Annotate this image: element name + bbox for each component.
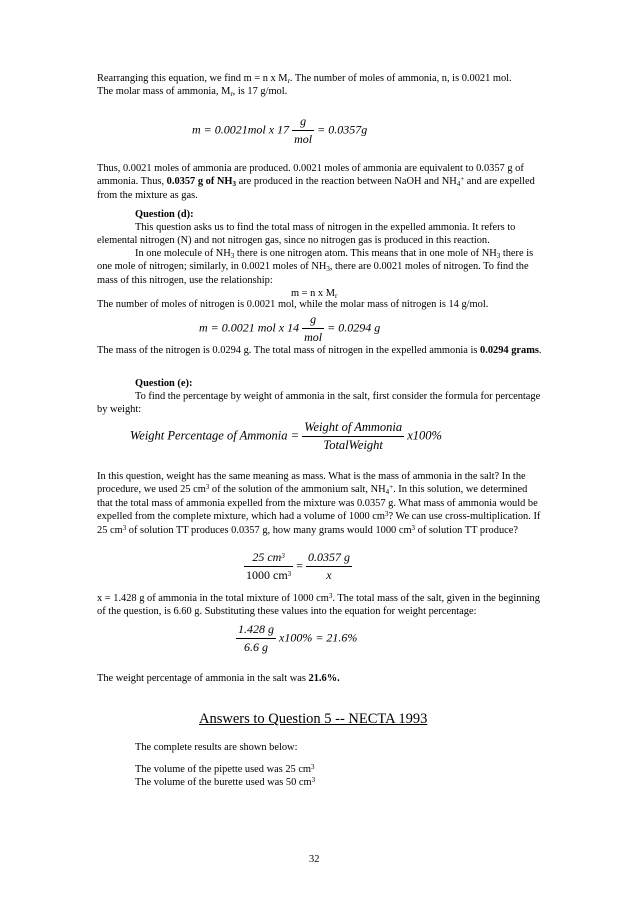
relationship-formula: m = n x $M_r$ — [291, 288, 338, 300]
paragraph-rearranging: Rearranging this equation, we find m = n x $M_r$. The number of moles of ammonia, n, is 0.0021 mol. The molar mass of ammonia, $M_r$, is 17 g/mol. — [97, 73, 512, 99]
equation-weight-percentage: Weight Percentage of Ammonia = $\frac{\text{Weight of Ammonia}}{\text{TotalWeight}}$ x100% — [130, 420, 442, 452]
fraction-g-per-mol: $\frac{g}{\text{mol}}$ — [294, 114, 313, 146]
section-heading: Answers to Question 5 -- NECTA 1993 — [199, 711, 428, 727]
question-d-paragraph-2: In one molecule of $NH_3$ there is one nitrogen atom. This means that in one mole of $NH_3$ there is one mole of nitrogen; similarly, in 0.0021 moles of $NH_3$, there are 0.0021 moles of nitrogen. To find the mass of this nitrogen, use the relationship: — [97, 248, 534, 286]
fraction-volume-ratio: $\frac{25 cm^3}{1000 cm^3}$ — [246, 550, 292, 582]
question-d-paragraph-3: The number of moles of nitrogen is 0.0021 mol, while the molar mass of nitrogen is 14 g/mol. — [97, 299, 489, 310]
answers-intro: The complete results are shown below: — [135, 742, 298, 753]
fraction-mass-ratio: $\frac{0.0357 g}{x}$ — [307, 550, 350, 582]
fraction-g-per-mol-2: $\frac{g}{\text{mol}}$ — [304, 312, 323, 344]
question-e-paragraph-2: In this question, weight has the same meaning as mass. What is the mass of ammonia in the salt? In the procedure, we used 25 $cm^3$ of the solution of the ammonium salt, $NH_4^+$. In this solution, we determined that the total mass of ammonia expelled from the mixture was 0.0357 g. What mass of ammonia would be expelled from the complete mixture, which had a volume of 1000 $cm^3$? We can use cross-multiplication. If 25 $cm^3$ of solution TT produces 0.0357 g, how many grams would 1000 $cm^3$ of solution TT produce? — [97, 471, 541, 536]
page-number: 32 — [309, 854, 320, 865]
equation-percentage-result: $\frac{1.428 g}{6.6 g}$ x100% = 21.6% — [238, 622, 358, 654]
answer-burette-volume: The volume of the burette used was 50 $cm^3$ — [135, 776, 316, 788]
question-e-paragraph-1: To find the percentage by weight of ammonia in the salt, first consider the formula for percentage by weight: — [97, 391, 541, 416]
question-e-paragraph-3: x = 1.428 g of ammonia in the total mixture of 1000 $cm^3$. The total mass of the salt, given in the beginning of the question, is 6.60 g. Substituting these values into the equation for weight percentage: — [97, 592, 540, 618]
question-d-title: Question (d): — [135, 209, 194, 220]
question-d-paragraph-1: This question asks us to find the total mass of nitrogen in the expelled ammonia. It refers to elemental nitrogen (N) and not nitrogen gas, since no nitrogen gas is produced in this reaction. — [97, 222, 516, 247]
question-e-paragraph-4: The weight percentage of ammonia in the salt was 21.6%. — [97, 673, 340, 684]
paragraph-ammonia-produced: Thus, 0.0021 moles of ammonia are produced. 0.0021 moles of ammonia are equivalent to 0.0357 g of ammonia. Thus, 0.0357 g of $NH_3$ are produced in the reaction between NaOH and $NH_4^+$ and are expelled from the mixture as gas. — [97, 163, 535, 201]
fraction-mass-percentage: $\frac{1.428 g}{6.6 g}$ — [238, 622, 274, 654]
question-d-paragraph-4: The mass of the nitrogen is 0.0294 g. The total mass of nitrogen in the expelled ammonia is 0.0294 grams. — [97, 345, 542, 356]
question-e-title: Question (e): — [135, 378, 193, 389]
equation-cross-multiplication: $\frac{25 cm^3}{1000 cm^3}$ = $\frac{0.0357 g}{x}$ — [246, 550, 350, 582]
fraction-weight-ratio: $\frac{\text{Weight of Ammonia}}{\text{TotalWeight}}$ — [304, 420, 403, 452]
equation-ammonia-mass: m = 0.0021mol x 17 $\frac{g}{\text{mol}}$ = 0.0357g — [192, 114, 368, 146]
equation-nitrogen-mass: m = 0.0021 mol x 14 $\frac{g}{\text{mol}}$ = 0.0294 g — [199, 312, 381, 344]
answer-pipette-volume: The volume of the pipette used was 25 $cm^3$ — [135, 763, 315, 775]
